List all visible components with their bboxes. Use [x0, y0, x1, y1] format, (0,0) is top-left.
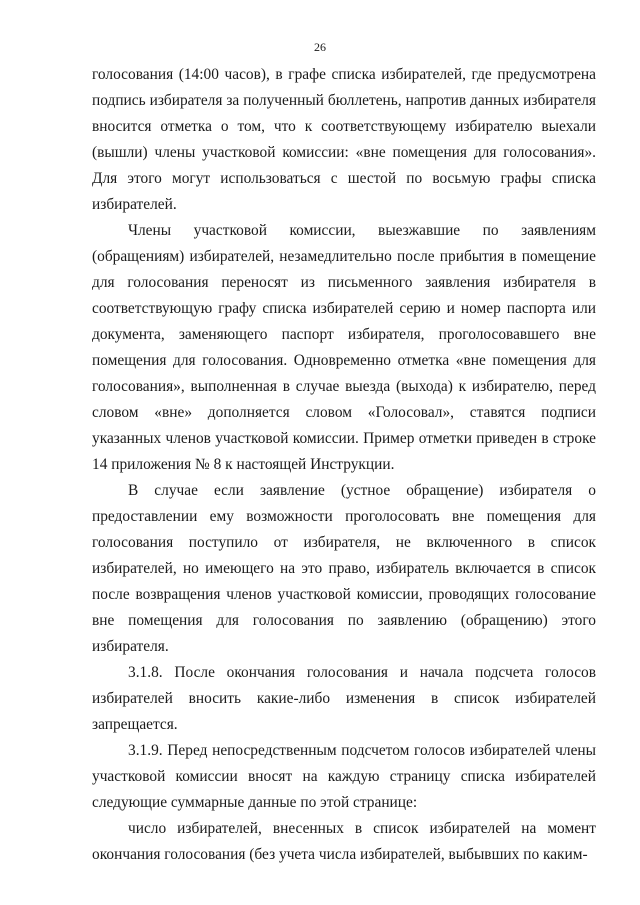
paragraph-3-1-9: 3.1.9. Перед непосредственным подсчетом голосов избирателей члены участковой комиссии вносят на каждую страницу списка избирателей следующие суммарные данные по этой странице: [92, 742, 596, 811]
paragraph-2: Члены участковой комиссии, выезжавшие по заявлениям (обращениям) избирателей, незамедлительно после прибытия в помещение для голосования переносят из письменного заявления избирателя в соответствующую графу списка избирателей серию и номер паспорта или документа, заменяющего паспорт избирателя, проголосовавшего вне помещения для голосования. Одновременно отметка «вне помещения для голосования», выполненная в случае выезда (выхода) к избирателю, перед словом «вне» дополняется словом «Голосовал», ставятся подписи указанных членов участковой комиссии. Пример отметки приведен в строке 14 приложения № 8 к настоящей Инструкции. [92, 222, 596, 473]
page-number: 26 [314, 40, 326, 54]
paragraph-1: голосования (14:00 часов), в графе списка избирателей, где предусмотрена подпись избирателя за полученный бюллетень, напротив данных избирателя вносится отметка о том, что к соответствующему избирателю выехали (вышли) члены участковой комиссии: «вне помещения для голосования». Для этого могут использоваться с шестой по восьмую графы списка избирателей. [92, 66, 596, 213]
paragraph-3-1-8: 3.1.8. После окончания голосования и начала подсчета голосов избирателей вносить какие-либо изменения в список избирателей запрещается. [92, 664, 596, 733]
paragraph-voter-count: число избирателей, внесенных в список избирателей на момент окончания голосования (без учета числа избирателей, выбывших по каким- [92, 820, 596, 863]
paragraph-3: В случае если заявление (устное обращение) избирателя о предоставлении ему возможности проголосовать вне помещения для голосования поступило от избирателя, не включенного в список избирателей, но имеющего на это право, избиратель включается в список после возвращения членов участковой комиссии, проводящих голосование вне помещения для голосования по заявлению (обращению) этого избирателя. [92, 482, 596, 655]
document-body [92, 62, 596, 868]
